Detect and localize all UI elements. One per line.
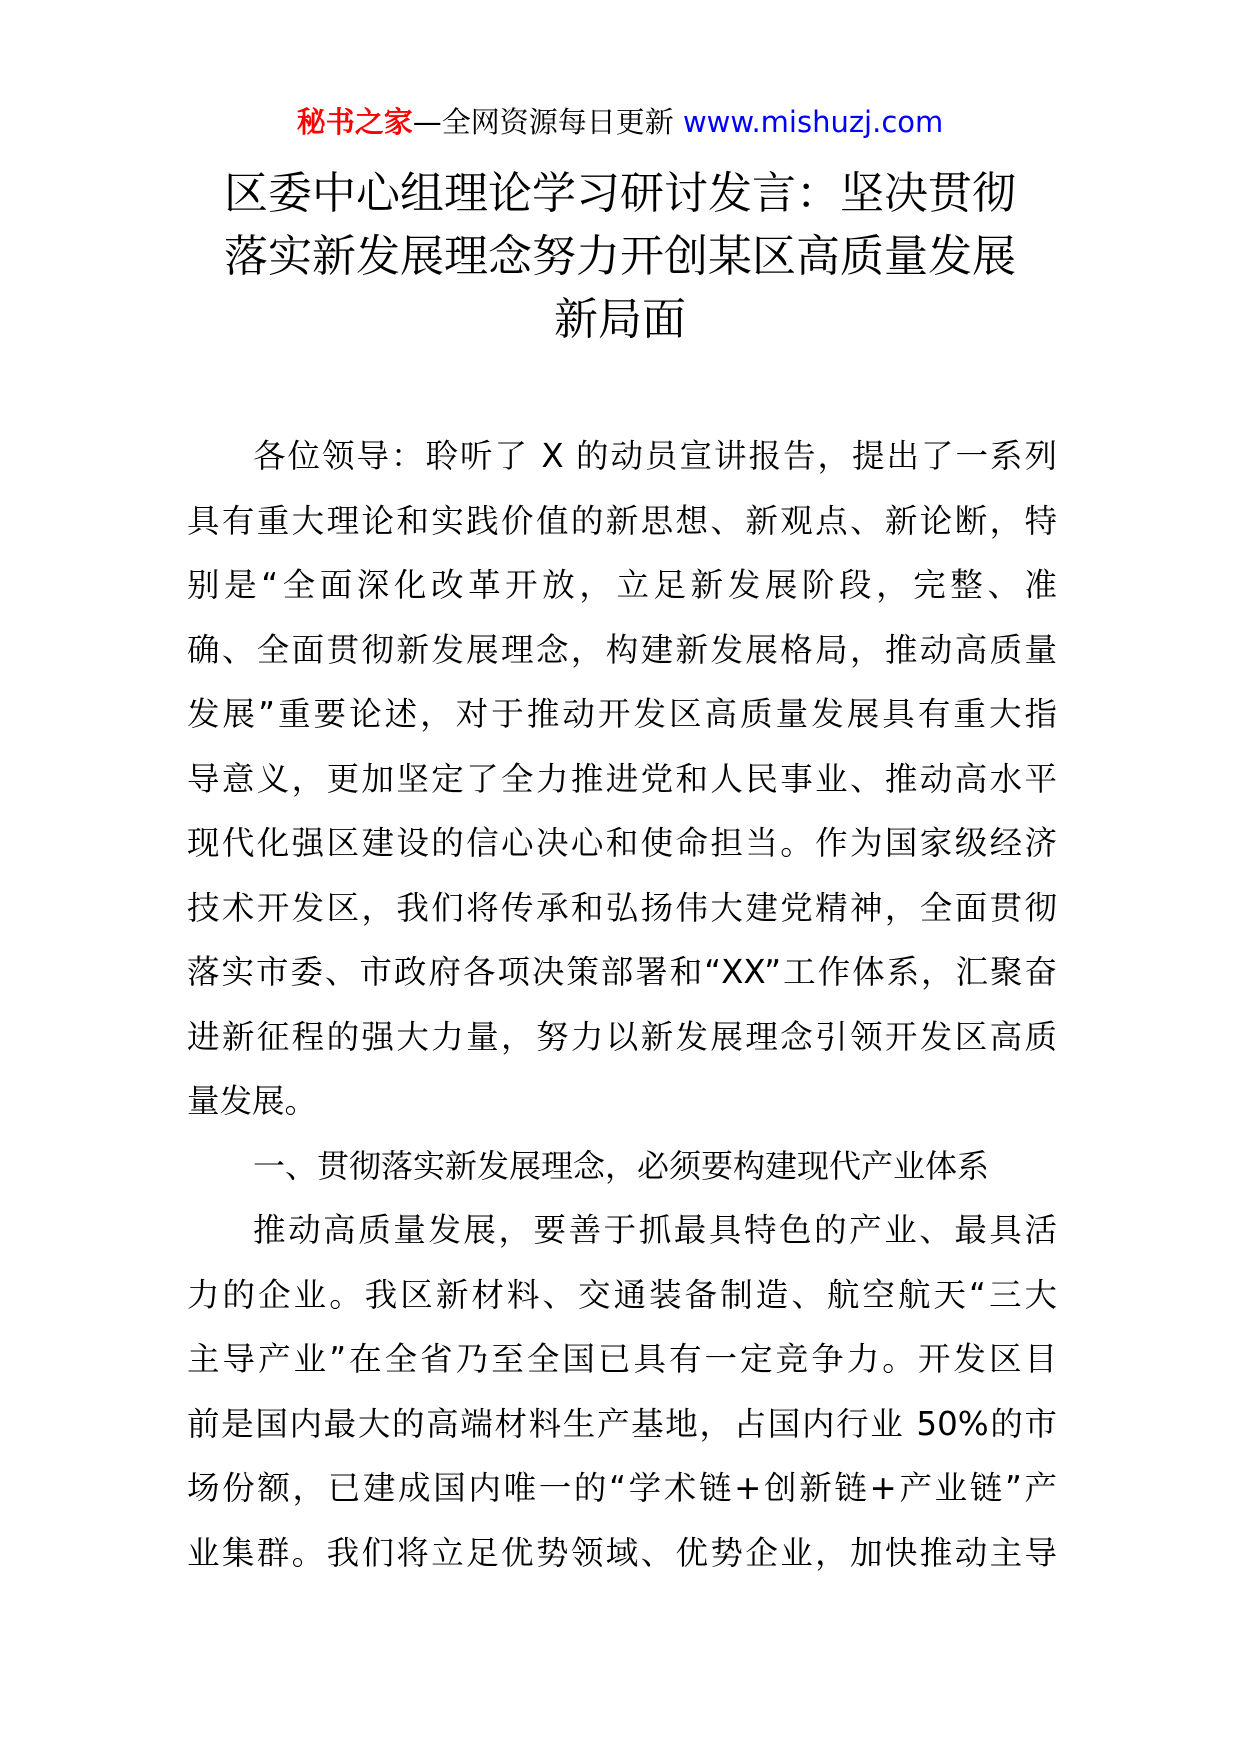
site-brand: 秘书之家 bbox=[296, 105, 413, 139]
body-line: 主导产业”在全省乃至全国已具有一定竞争力。开发区目 bbox=[187, 1340, 1057, 1378]
body-line: 落实市委、市政府各项决策部署和“XX”工作体系，汇聚奋 bbox=[187, 953, 1057, 991]
body-line: 发展”重要论述，对于推动开发区高质量发展具有重大指 bbox=[187, 695, 1057, 733]
body-line: 前是国内最大的高端材料生产基地，占国内行业 50%的市 bbox=[187, 1404, 1057, 1443]
body-line: 各位领导：聆听了 X 的动员宣讲报告，提出了一系列 bbox=[253, 437, 1057, 475]
body-line: 别是“全面深化改革开放，立足新发展阶段，完整、准 bbox=[187, 566, 1057, 604]
title-line: 落实新发展理念努力开创某区高质量发展 bbox=[224, 231, 1016, 282]
site-url-link[interactable]: www.mishuzj.com bbox=[682, 105, 944, 139]
body-line: 确、全面贯彻新发展理念，构建新发展格局，推动高质量 bbox=[187, 630, 1057, 669]
body-line: 量发展。 bbox=[187, 1082, 318, 1120]
body-line: 场份额，已建成国内唯一的“学术链+创新链+产业链”产 bbox=[187, 1469, 1057, 1507]
site-header bbox=[0, 102, 1240, 142]
body-line: 推动高质量发展，要善于抓最具特色的产业、最具活 bbox=[253, 1211, 1057, 1249]
site-tagline: —全网资源每日更新 bbox=[412, 105, 674, 139]
title-line: 新局面 bbox=[554, 294, 686, 345]
document-body bbox=[187, 424, 1057, 1585]
body-line: 导意义，更加坚定了全力推进党和人民事业、推动高水平 bbox=[187, 759, 1057, 798]
body-line: 力的企业。我区新材料、交通装备制造、航空航天“三大 bbox=[187, 1275, 1057, 1314]
title-line: 区委中心组理论学习研讨发言：坚决贯彻 bbox=[224, 168, 1016, 219]
body-line: 业集群。我们将立足优势领域、优势企业，加快推动主导 bbox=[187, 1533, 1057, 1572]
body-line: 现代化强区建设的信心决心和使命担当。作为国家级经济 bbox=[187, 824, 1057, 862]
document-title bbox=[150, 162, 1090, 351]
body-line: 技术开发区，我们将传承和弘扬伟大建党精神，全面贯彻 bbox=[187, 888, 1057, 927]
body-line: 具有重大理论和实践价值的新思想、新观点、新论断，特 bbox=[187, 501, 1057, 540]
body-line: 进新征程的强大力量，努力以新发展理念引领开发区高质 bbox=[187, 1017, 1057, 1056]
section-heading: 一、贯彻落实新发展理念，必须要构建现代产业体系 bbox=[253, 1146, 990, 1185]
